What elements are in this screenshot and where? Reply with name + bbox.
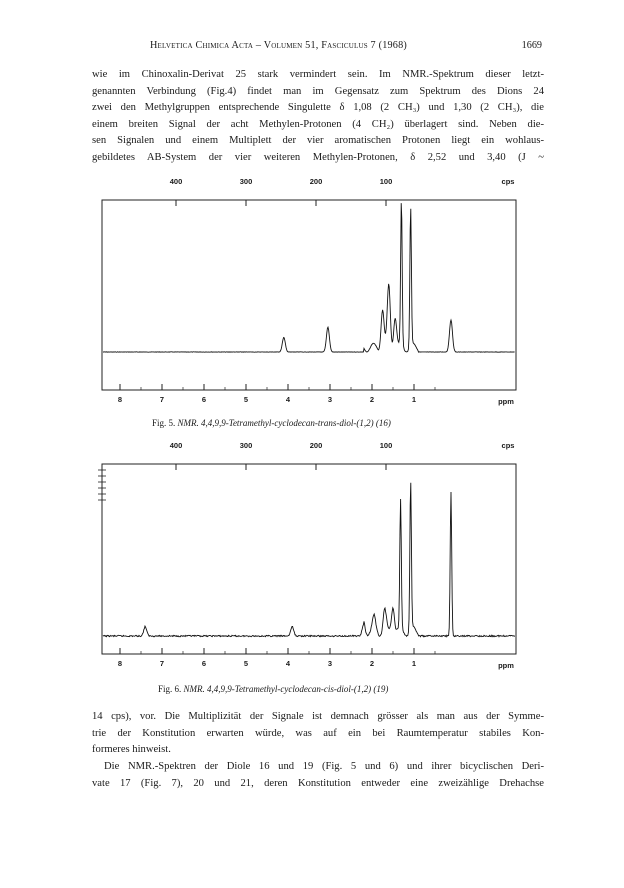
spectrum-trace	[103, 483, 515, 637]
intro-paragraph	[92, 67, 544, 167]
ppm-tick-label: 7	[159, 659, 165, 668]
page-number: 1669	[521, 40, 542, 51]
ppm-tick-label: 7	[159, 395, 165, 404]
text-line: zwei den Methylgruppen entsprechende Singulette δ 1,08 (2 CH₃) und 1,30 (2 CH₃), die	[92, 102, 544, 114]
ppm-tick-label: 4	[285, 659, 291, 668]
ppm-tick-label: 6	[201, 659, 207, 668]
ppm-tick-label: 3	[327, 659, 333, 668]
text-line: trie der Konstitution erwarten würde, was auf ein bei Raumtemperatur stabiles Kon-	[92, 727, 544, 739]
figure-caption-fig6	[158, 684, 388, 694]
ppm-tick-label: 5	[243, 659, 249, 668]
spectrum-plot	[96, 440, 526, 680]
text-line: 14 cps), vor. Die Multiplizität der Signale ist demnach grösser als man aus der Symme-	[92, 711, 544, 722]
cps-tick-label: 100	[379, 177, 393, 186]
text-line: formeres hinweist.	[92, 744, 171, 756]
text-line: vate 17 (Fig. 7), 20 und 21, deren Konstitution entweder eine zweizählige Drehachse	[92, 777, 544, 789]
ppm-tick-label: 3	[327, 395, 333, 404]
cps-tick-label: 400	[169, 441, 183, 450]
second-paragraph	[92, 759, 544, 792]
cps-tick-label: 300	[239, 177, 253, 186]
plot-frame	[102, 464, 516, 654]
caption-text: NMR. 4,4,9,9-Tetramethyl-cyclodecan-trans-diol-(1,2) (16)	[177, 418, 391, 428]
ppm-tick-label: 2	[369, 659, 375, 668]
cps-tick-label: 200	[309, 441, 323, 450]
outro-paragraph	[92, 709, 544, 759]
ppm-tick-label: 1	[411, 659, 417, 668]
text-line: gebildetes AB-System der vier weiteren Methylen-Protonen, δ 2,52 und 3,40 (J ~	[92, 151, 544, 163]
cps-unit-label: cps	[501, 177, 515, 186]
cps-unit-label: cps	[501, 441, 515, 450]
caption-label: Fig. 6.	[158, 684, 182, 694]
cps-tick-label: 400	[169, 177, 183, 186]
ppm-tick-label: 1	[411, 395, 417, 404]
ppm-tick-label: 8	[117, 395, 123, 404]
ppm-tick-label: 6	[201, 395, 207, 404]
caption-text: NMR. 4,4,9,9-Tetramethyl-cyclodecan-cis-diol-(1,2) (19)	[183, 684, 389, 694]
ppm-tick-label: 5	[243, 395, 249, 404]
cps-tick-label: 300	[239, 441, 253, 450]
text-line: Die NMR.-Spektren der Diole 16 und 19 (Fig. 5 und 6) und ihrer bicyclischen Deri-	[104, 761, 544, 772]
figure-caption-fig5	[152, 418, 391, 428]
text-line: einem breiten Signal der acht Methylen-Protonen (4 CH₂) überlagert sind. Neben die-	[92, 118, 544, 130]
ppm-tick-label: 8	[117, 659, 123, 668]
ppm-tick-label: 4	[285, 395, 291, 404]
text-line: genannten Verbindung (Fig.4) findet man im Gegensatz zum Spektrum des Dions 24	[92, 85, 544, 97]
cps-tick-label: 200	[309, 177, 323, 186]
text-line: wie im Chinoxalin-Derivat 25 stark vermindert sein. Im NMR.-Spektrum dieser letzt-	[92, 69, 544, 80]
spectrum-trace	[103, 203, 515, 352]
text-line: sen Signalen und einem Multiplett der vier aromatischen Protonen liegt ein wohlaus-	[92, 135, 544, 147]
nmr-spectrum-fig5	[96, 176, 526, 416]
nmr-spectrum-fig6	[96, 440, 526, 680]
plot-frame	[102, 200, 516, 390]
ppm-unit-label: ppm	[498, 397, 514, 406]
spectrum-plot	[96, 176, 526, 416]
caption-label: Fig. 5.	[152, 418, 176, 428]
running-header	[92, 40, 542, 54]
journal-title: Helvetica Chimica Acta – Volumen 51, Fasciculus 7 (1968)	[150, 40, 407, 51]
cps-tick-label: 100	[379, 441, 393, 450]
ppm-unit-label: ppm	[498, 661, 514, 670]
ppm-tick-label: 2	[369, 395, 375, 404]
